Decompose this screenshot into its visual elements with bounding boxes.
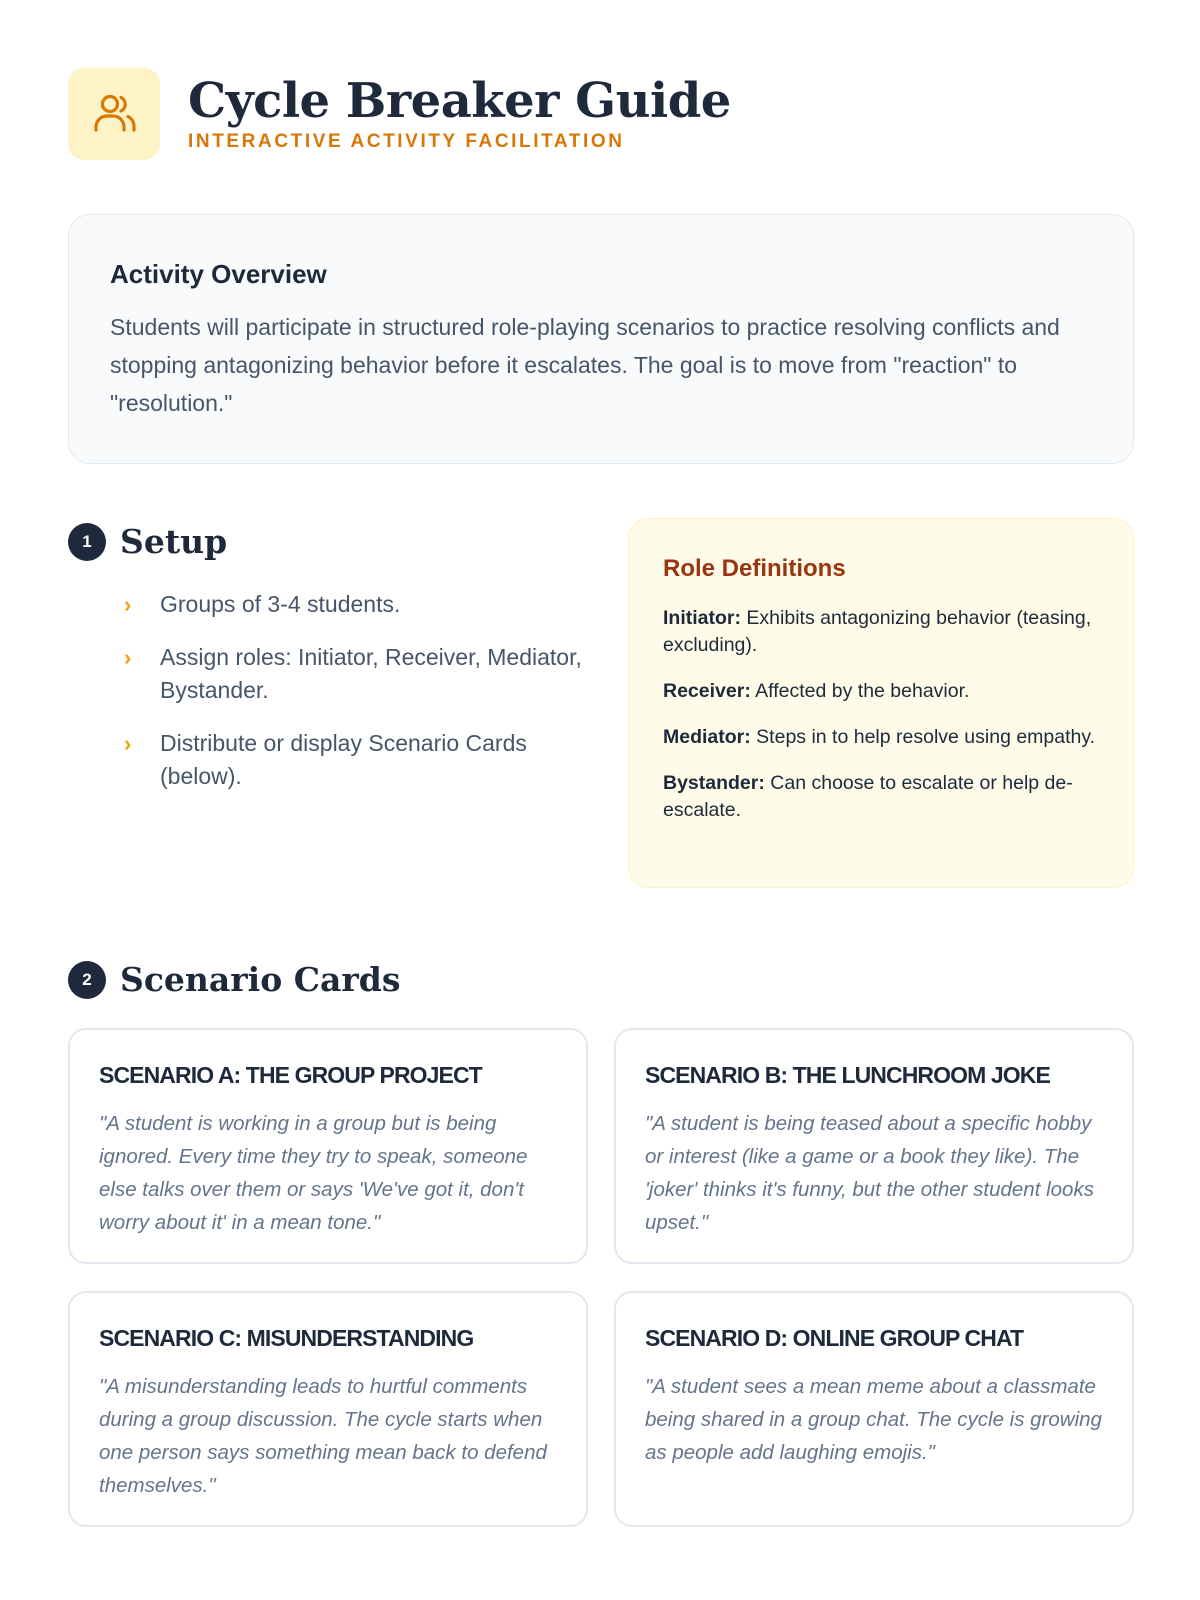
setup-item-text: Assign roles: Initiator, Receiver, Mediator, Bystander. [160,644,582,703]
setup-list [124,588,594,813]
setup-title: Setup [120,522,228,561]
scenario-title: SCENARIO C: MISUNDERSTANDING [99,1325,474,1351]
role-name: Mediator: [663,726,751,748]
role-definition [663,678,1099,705]
scenario-description: "A student is working in a group but is being ignored. Every time they try to speak, someone else talks over them or says 'We've got it, don't worry about it' in a mean tone." [99,1112,528,1234]
scenario-title: SCENARIO B: THE LUNCHROOM JOKE [645,1062,1050,1088]
scenario-description: "A student sees a mean meme about a classmate being shared in a group chat. The cycle is growing as people add laughing emojis." [645,1375,1102,1464]
scenario-description: "A student is being teased about a specific hobby or interest (like a game or a book they like). The 'joker' thinks it's funny, but the other student looks upset." [645,1112,1094,1234]
header [68,68,731,160]
chevron-right-icon: › [124,645,132,670]
overview-heading: Activity Overview [110,259,327,289]
activity-overview-card [68,214,1134,464]
section-number-badge: 1 [68,523,106,561]
role-definitions-heading: Role Definitions [663,555,846,582]
scenario-card [68,1028,588,1264]
page-title: Cycle Breaker Guide [188,72,731,129]
role-definition [663,605,1099,659]
setup-item-text: Groups of 3-4 students. [160,591,401,617]
setup-section-header [68,522,227,561]
role-definitions-card [628,518,1134,888]
page-subtitle: INTERACTIVE ACTIVITY FACILITATION [188,131,625,153]
setup-item [124,641,594,707]
role-name: Initiator: [663,607,741,629]
scenario-title: SCENARIO D: ONLINE GROUP CHAT [645,1325,1024,1351]
scenario-card [614,1028,1134,1264]
role-name: Bystander: [663,772,765,794]
scenario-description: "A misunderstanding leads to hurtful comments during a group discussion. The cycle starts when one person says something mean back to defend themselves." [99,1375,547,1497]
role-description: Can choose to escalate or help de-escalate. [663,772,1073,821]
role-description: Exhibits antagonizing behavior (teasing, excluding). [663,607,1092,656]
chevron-right-icon: › [124,731,132,756]
role-description: Steps in to help resolve using empathy. [756,726,1096,748]
role-description: Affected by the behavior. [755,680,970,702]
logo [68,68,160,160]
setup-item [124,588,594,621]
scenarios-section-header [68,960,400,999]
scenario-title: SCENARIO A: THE GROUP PROJECT [99,1062,482,1088]
users-icon [88,88,140,140]
overview-body: Students will participate in structured role-playing scenarios to practice resolving conflicts and stopping antagonizing behavior before it escalates. The goal is to move from "reaction" to "resolution." [110,314,1060,416]
chevron-right-icon: › [124,592,132,617]
section-number-badge: 2 [68,961,106,999]
scenario-card [614,1291,1134,1527]
role-definition [663,770,1099,824]
scenarios-title: Scenario Cards [120,960,401,999]
role-name: Receiver: [663,680,751,702]
setup-item [124,727,594,793]
scenario-card [68,1291,588,1527]
setup-item-text: Distribute or display Scenario Cards (below). [160,730,527,789]
role-definition [663,724,1099,751]
